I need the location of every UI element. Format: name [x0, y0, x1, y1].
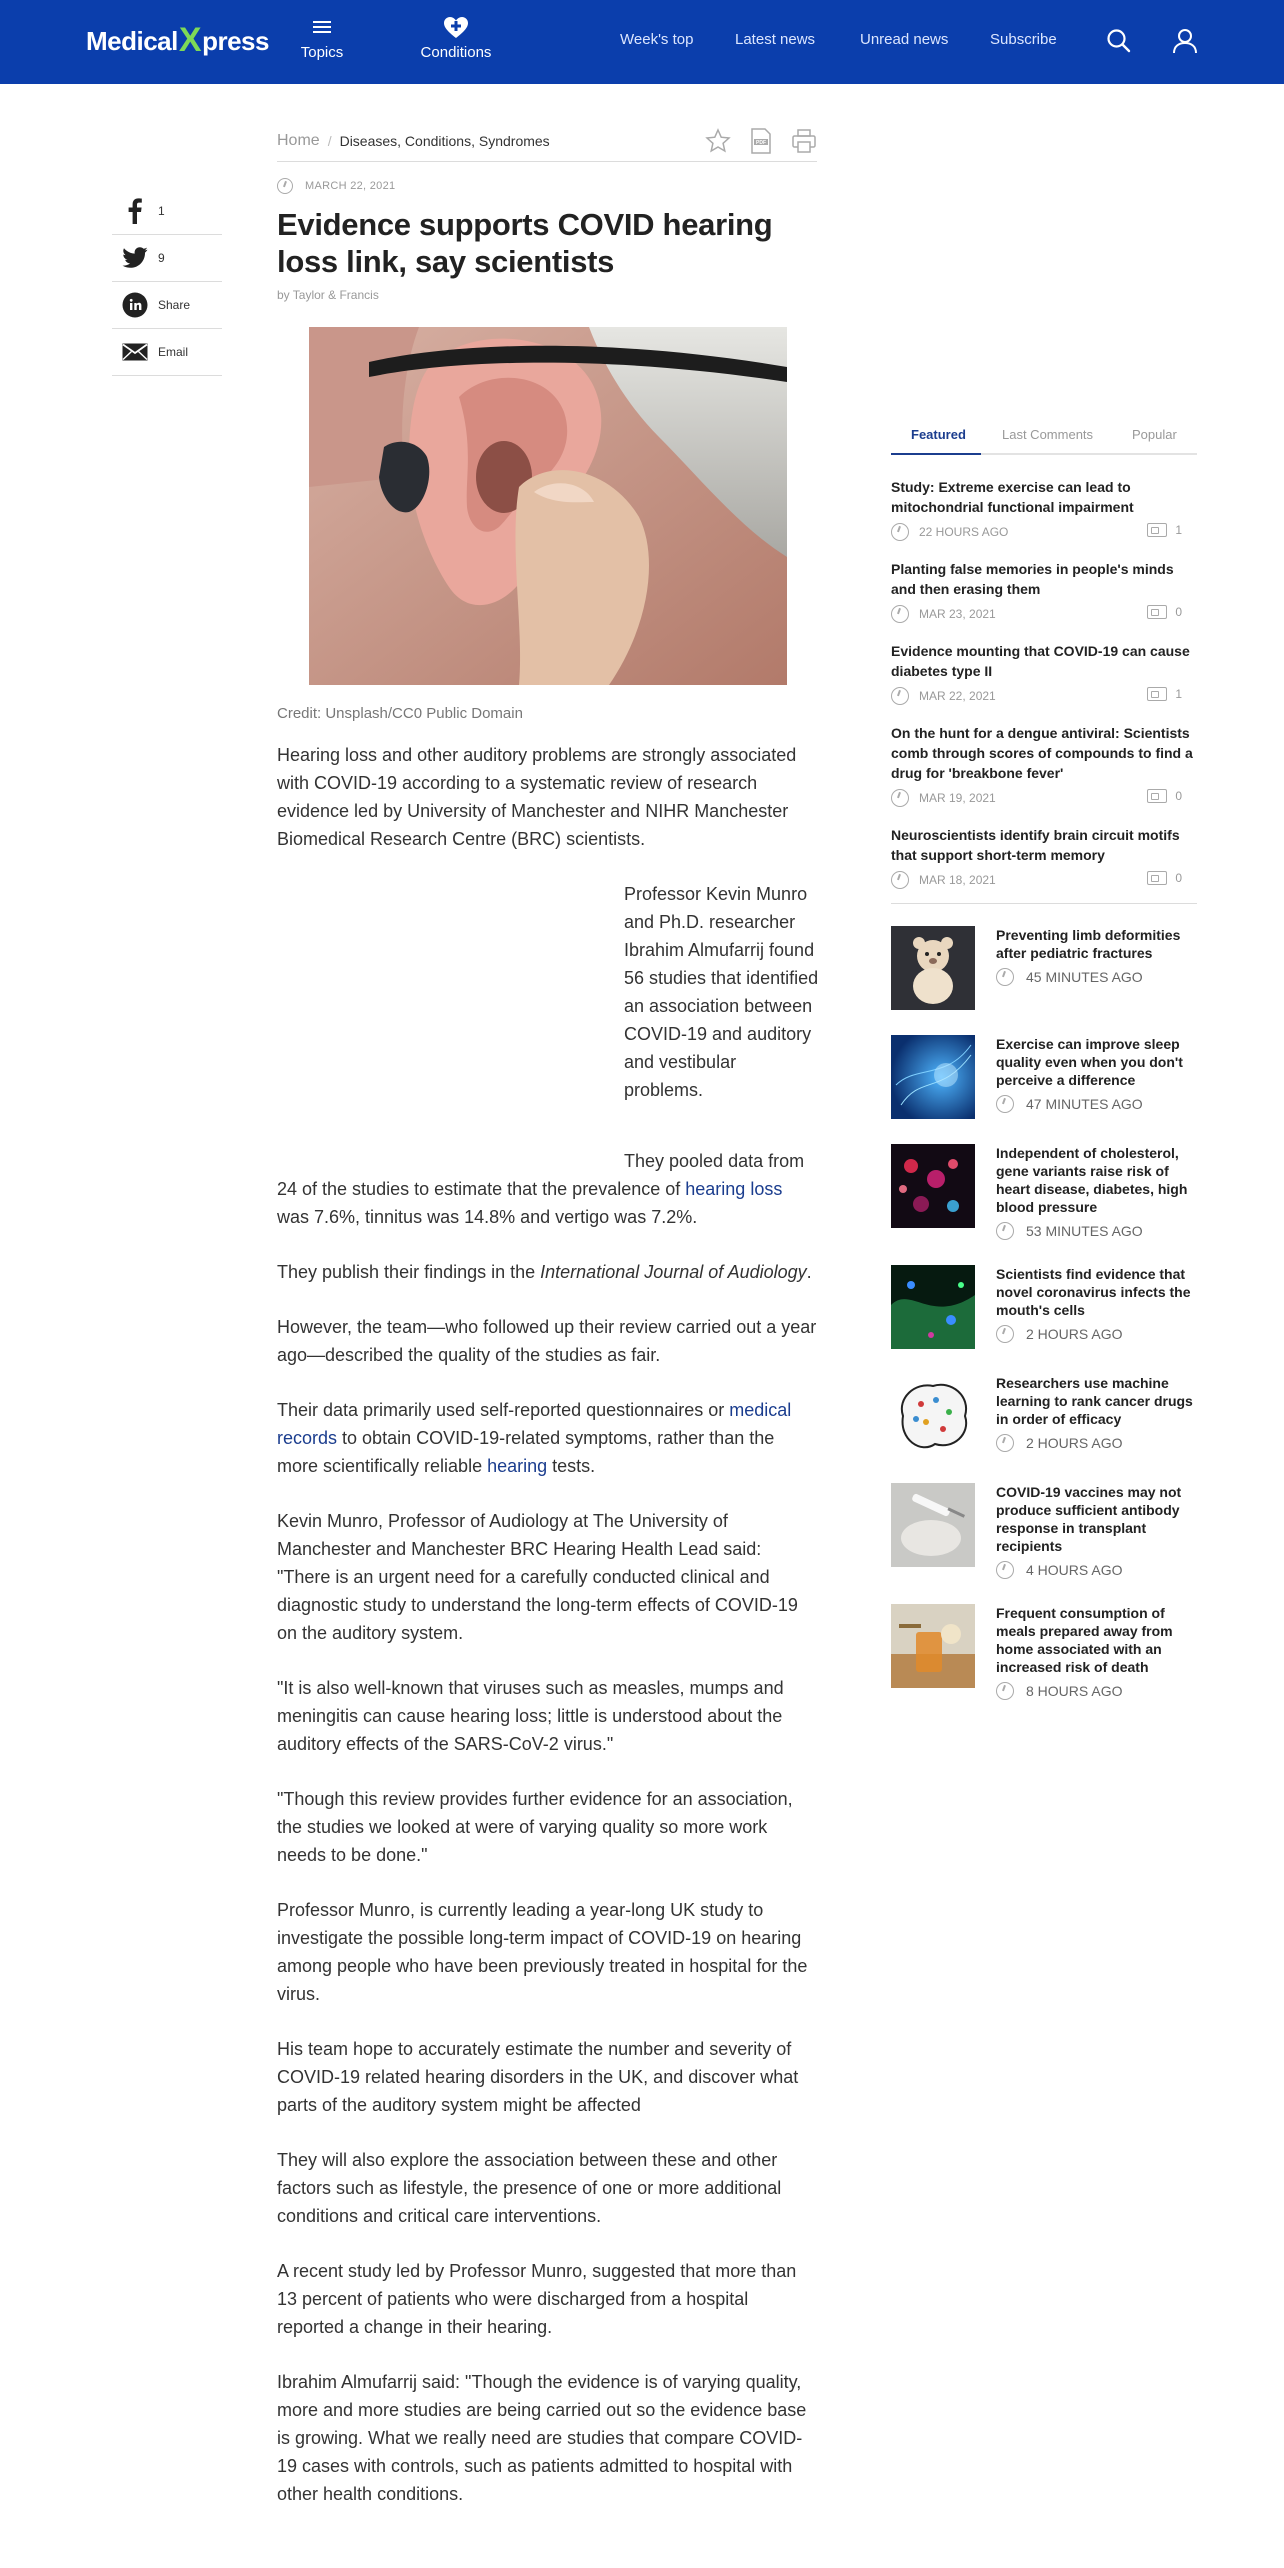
email-share-label: Email [158, 345, 189, 359]
search-icon[interactable] [1105, 27, 1133, 55]
paragraph-4: They publish their findings in the International Journal of Audiology. [277, 1262, 812, 1282]
bookmark-star-icon[interactable] [705, 128, 731, 154]
paragraph-8: "It is also well-known that viruses such as measles, mumps and meningitis can cause hearing loss; little is understood about the auditory effects of the SARS-CoV-2 virus." [277, 1678, 784, 1754]
featured-item[interactable] [891, 825, 1197, 889]
paragraph-12: They will also explore the association between these and other factors such as lifestyle, the presence of one or more additional conditions and critical care interventions. [277, 2150, 782, 2226]
clock-icon [996, 1434, 1014, 1452]
featured-title[interactable]: Neuroscientists identify brain circuit motifs that support short-term memory [891, 827, 1180, 863]
recent-news-item[interactable] [891, 1483, 1197, 1579]
linkedin-share-label: Share [158, 298, 191, 312]
sidebar [891, 415, 1197, 1725]
recent-news-list [891, 926, 1197, 1700]
cells-microscopy-image [891, 1144, 975, 1228]
email-icon [122, 343, 148, 361]
twitter-share-count: 9 [158, 251, 165, 265]
featured-time: MAR 22, 2021 [919, 689, 996, 703]
clock-icon [996, 1222, 1014, 1240]
topics-label: Topics [300, 44, 344, 61]
news-thumbnail[interactable] [891, 1035, 975, 1119]
clock-icon [277, 178, 293, 194]
clock-icon [891, 687, 909, 705]
paragraph-11: His team hope to accurately estimate the number and severity of COVID-19 related hearing disorders in the UK, and discover what parts of the auditory system might be affected [277, 2039, 799, 2115]
sleep-brain-image [891, 1035, 975, 1119]
article [277, 120, 817, 2508]
featured-time: MAR 19, 2021 [919, 791, 996, 805]
recent-news-title[interactable]: Scientists find evidence that novel coronavirus infects the mouth's cells [996, 1266, 1191, 1318]
featured-item[interactable] [891, 723, 1197, 807]
share-facebook[interactable] [112, 188, 222, 235]
featured-item[interactable] [891, 559, 1197, 623]
paragraph-14: Ibrahim Almufarrij said: "Though the evidence is of varying quality, more and more studies are being carried out so the evidence base is growing. What we really need are studies that compare COVID-19 cases with controls, such as patients admitted to hospital with other health conditions. [277, 2372, 807, 2504]
comments-icon [1147, 687, 1167, 701]
brain-pills-image [891, 1374, 975, 1458]
paragraph-7: Kevin Munro, Professor of Audiology at The University of Manchester and Manchester BRC Hearing Health Lead said: "There is an urgent need for a carefully conducted clinical and diagnostic study to understand the long-term effects of COVID-19 on the auditory system. [277, 1511, 798, 1643]
breadcrumb [277, 120, 817, 162]
clock-icon [996, 1325, 1014, 1343]
paragraph-1: Hearing loss and other auditory problems are strongly associated with COVID-19 according to a systematic review of research evidence led by University of Manchester and NIHR Manchester Biomedical Research Centre (BRC) scientists. [277, 745, 797, 849]
recent-news-item[interactable] [891, 1144, 1197, 1240]
facebook-share-count: 1 [158, 204, 165, 218]
recent-news-item[interactable] [891, 1604, 1197, 1700]
svg-text:PDF: PDF [756, 140, 766, 146]
comments-count: 1 [1175, 523, 1182, 537]
breadcrumb-home[interactable]: Home [277, 131, 320, 149]
clock-icon [891, 789, 909, 807]
paragraph-13: A recent study led by Professor Munro, suggested that more than 13 percent of patients who were discharged from a hospital reported a change in their hearing. [277, 2261, 797, 2337]
hearing-loss-link[interactable]: hearing loss [685, 1179, 783, 1199]
recent-news-title[interactable]: Frequent consumption of meals prepared away from home associated with an increased risk of death [996, 1605, 1173, 1675]
conditions-label: Conditions [420, 44, 492, 61]
featured-item[interactable] [891, 641, 1197, 705]
comments-icon [1147, 605, 1167, 619]
paragraph-3: They pooled data from 24 of the studies to estimate that the prevalence of hearing loss was 7.6%, tinnitus was 14.8% and vertigo was 7.2%. [277, 1151, 805, 1227]
news-thumbnail[interactable] [891, 1144, 975, 1228]
twitter-icon [122, 247, 148, 269]
recent-news-item[interactable] [891, 1265, 1197, 1349]
paragraph-9: "Though this review provides further evidence for an association, the studies we looked at were of varying quality so more work needs to be done." [277, 1789, 793, 1865]
top-navigation-bar [0, 0, 1284, 84]
paragraph-5: However, the team—who followed up their review carried out a year ago—described the quality of the studies as fair. [277, 1317, 817, 1365]
hamburger-icon [311, 16, 333, 40]
tab-last-comments[interactable]: Last Comments [1002, 427, 1094, 442]
teddy-bear-image [891, 926, 975, 1010]
journal-name: International Journal of Audiology [540, 1262, 807, 1282]
comments-count: 0 [1175, 871, 1182, 885]
clock-icon [996, 968, 1014, 986]
clock-icon [996, 1561, 1014, 1579]
recent-news-title[interactable]: Preventing limb deformities after pediatric fractures [996, 927, 1181, 961]
conditions-menu-button[interactable] [406, 16, 506, 61]
recent-news-time: 45 MINUTES AGO [1026, 969, 1143, 985]
user-account-icon[interactable] [1171, 27, 1199, 55]
active-tab-indicator [891, 453, 981, 455]
hearing-link[interactable]: hearing [487, 1456, 548, 1476]
nav-weeks-top[interactable]: Week's top [620, 31, 694, 48]
recent-news-time: 2 HOURS AGO [1026, 1326, 1123, 1342]
recent-news-title[interactable]: Independent of cholesterol, gene variants raise risk of heart disease, diabetes, high blood pressure [996, 1145, 1188, 1215]
recent-news-item[interactable] [891, 1374, 1197, 1458]
nav-subscribe[interactable]: Subscribe [990, 31, 1057, 48]
news-thumbnail[interactable] [891, 1265, 975, 1349]
meal-image [891, 1604, 975, 1688]
featured-title[interactable]: Evidence mounting that COVID-19 can cause diabetes type II [891, 643, 1190, 679]
featured-time: MAR 23, 2021 [919, 607, 996, 621]
recent-news-time: 4 HOURS AGO [1026, 1562, 1123, 1578]
comments-count: 0 [1175, 605, 1182, 619]
logo-x-mark: X [178, 20, 202, 59]
news-thumbnail[interactable] [891, 926, 975, 1010]
recent-news-title[interactable]: Researchers use machine learning to rank cancer drugs in order of efficacy [996, 1375, 1193, 1427]
paragraph-2: Professor Kevin Munro and Ph.D. researcher Ibrahim Almufarrij found 56 studies that identified an association between COVID-19 and auditory and vestibular problems. [624, 884, 819, 1100]
medical-records-link[interactable]: medical records [277, 1400, 792, 1448]
clock-icon [891, 523, 909, 541]
share-twitter[interactable] [112, 235, 222, 282]
clock-icon [996, 1682, 1014, 1700]
recent-news-time: 47 MINUTES AGO [1026, 1096, 1143, 1112]
breadcrumb-category[interactable]: Diseases, Conditions, Syndromes [339, 132, 550, 149]
comments-count: 0 [1175, 789, 1182, 803]
paragraph-10: Professor Munro, is currently leading a year-long UK study to investigate the possible long-term impact of COVID-19 on hearing among people who have been previously treated in hospital for the virus. [277, 1900, 808, 2004]
recent-news-item[interactable] [891, 1035, 1197, 1119]
recent-news-title[interactable]: COVID-19 vaccines may not produce sufficient antibody response in transplant recipients [996, 1484, 1182, 1554]
logo-text-right: press [202, 25, 269, 56]
comments-icon [1147, 871, 1167, 885]
recent-news-time: 2 HOURS AGO [1026, 1435, 1123, 1451]
share-column [112, 188, 222, 376]
article-tools [705, 128, 817, 154]
article-photo-ear[interactable] [309, 327, 787, 685]
nav-unread-news[interactable]: Unread news [860, 31, 949, 48]
news-thumbnail[interactable] [891, 1604, 975, 1688]
sidebar-tabs [891, 415, 1197, 455]
article-dateline [277, 178, 817, 194]
featured-list [891, 477, 1197, 904]
comments-icon [1147, 523, 1167, 537]
logo-text-left: Medical [86, 25, 178, 56]
article-title: Evidence supports COVID hearing loss link, say scientists [277, 207, 773, 279]
featured-title[interactable]: Planting false memories in people's minds and then erasing them [891, 561, 1174, 597]
nav-latest-news[interactable]: Latest news [735, 31, 816, 48]
featured-title[interactable]: On the hunt for a dengue antiviral: Scientists comb through scores of compounds to find a drug for 'breakbone fever' [891, 725, 1193, 781]
paragraph-6: Their data primarily used self-reported questionnaires or medical records to obtain COVID-19-related symptoms, rather than the more scientifically reliable hearing tests. [277, 1400, 792, 1476]
clock-icon [891, 605, 909, 623]
vaccine-image [891, 1483, 975, 1567]
tab-featured[interactable]: Featured [911, 427, 966, 442]
featured-time: 22 HOURS AGO [919, 525, 1009, 539]
comments-count: 1 [1175, 687, 1182, 701]
clock-icon [891, 871, 909, 889]
topics-menu-button[interactable] [272, 16, 372, 61]
tab-popular[interactable]: Popular [1132, 427, 1177, 442]
ear-photo-illustration [309, 327, 787, 685]
facebook-icon [128, 198, 142, 224]
pdf-icon[interactable] [749, 128, 773, 154]
featured-item[interactable] [891, 477, 1197, 541]
linkedin-icon [122, 292, 148, 318]
article-date: MARCH 22, 2021 [305, 180, 396, 192]
news-thumbnail[interactable] [891, 1374, 975, 1458]
breadcrumb-separator: / [327, 132, 332, 149]
featured-time: MAR 18, 2021 [919, 873, 996, 887]
recent-news-item[interactable] [891, 926, 1197, 1010]
share-email[interactable] [112, 329, 222, 376]
photo-credit: Credit: Unsplash/CC0 Public Domain [277, 705, 523, 722]
comments-icon [1147, 789, 1167, 803]
paragraph-2-block [277, 880, 817, 1142]
print-icon[interactable] [791, 128, 817, 154]
mouth-cells-image [891, 1265, 975, 1349]
recent-news-title[interactable]: Exercise can improve sleep quality even when you don't perceive a difference [996, 1036, 1183, 1088]
share-linkedin[interactable] [112, 282, 222, 329]
article-byline: by Taylor & Francis [277, 288, 379, 302]
heart-plus-icon [443, 16, 469, 40]
news-thumbnail[interactable] [891, 1483, 975, 1567]
featured-title[interactable]: Study: Extreme exercise can lead to mitochondrial functional impairment [891, 479, 1134, 515]
site-logo[interactable] [86, 22, 269, 60]
recent-news-time: 53 MINUTES AGO [1026, 1223, 1143, 1239]
recent-news-time: 8 HOURS AGO [1026, 1683, 1123, 1699]
clock-icon [996, 1095, 1014, 1113]
